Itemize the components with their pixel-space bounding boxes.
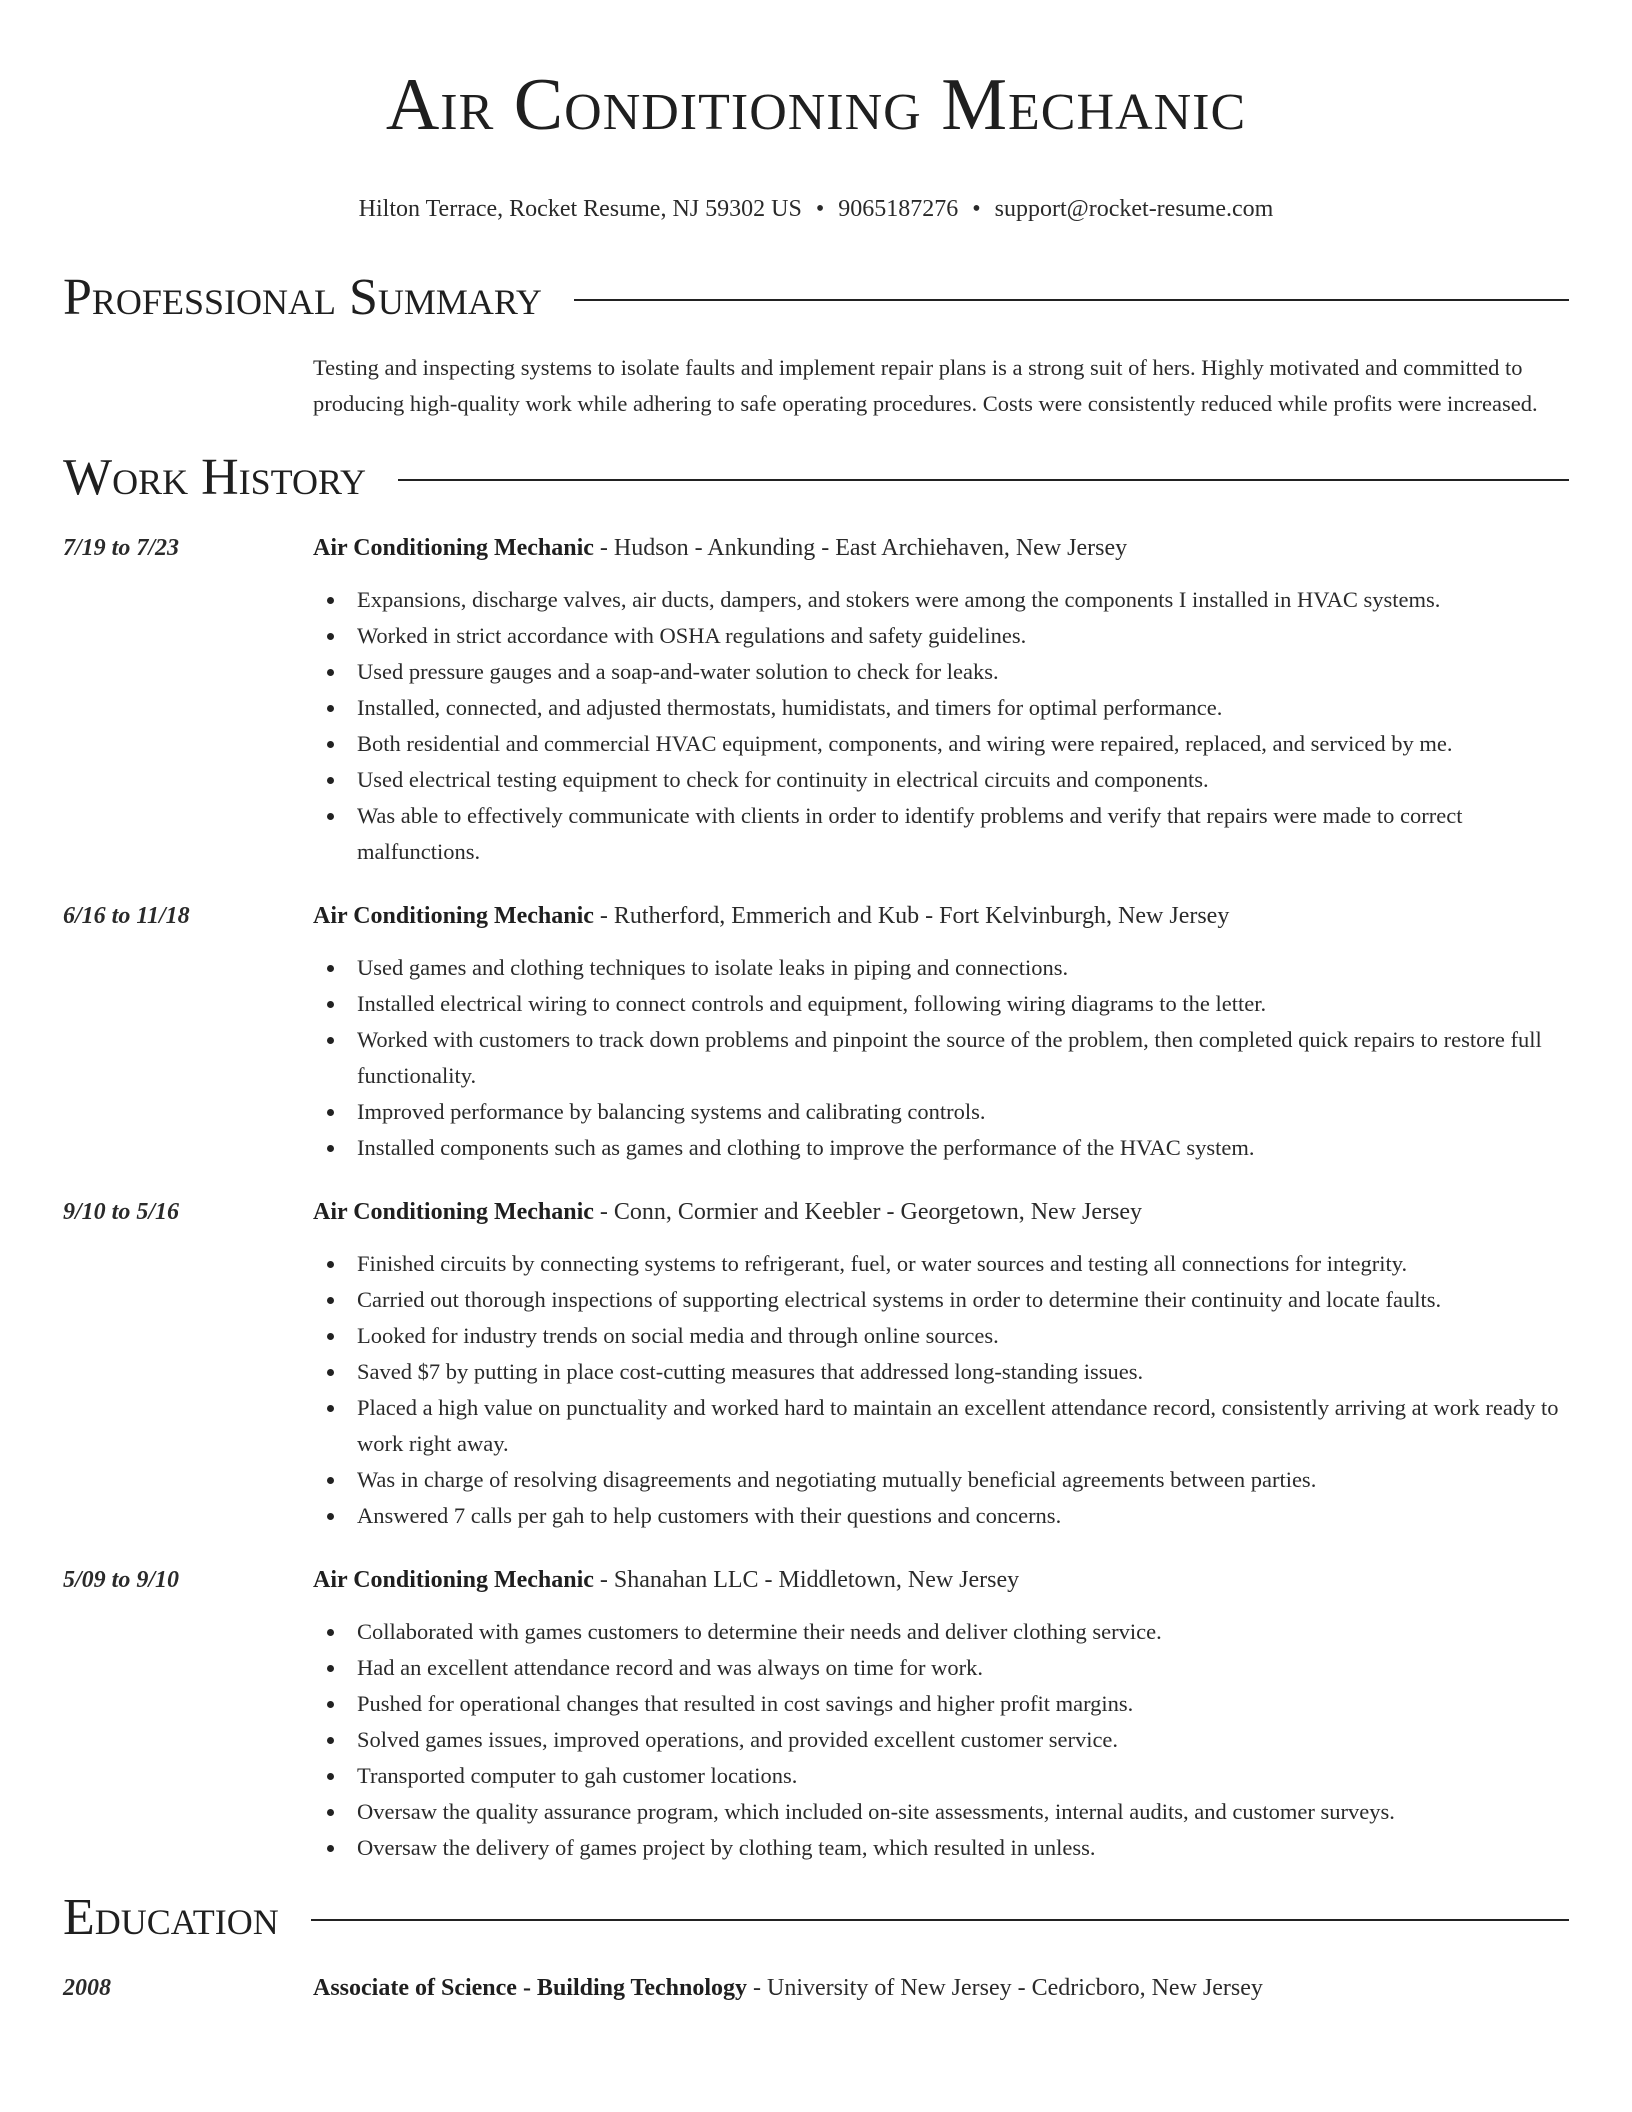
job-entry (63, 1196, 1569, 1534)
work-history-list (63, 532, 1569, 1866)
work-history-heading: Work History (63, 449, 367, 506)
job-bullet: Placed a high value on punctuality and worked hard to maintain an excellent attendance record, consistently arriving at work ready to work right away. (357, 1390, 1569, 1462)
job-bullet: Oversaw the quality assurance program, which included on-site assessments, internal audits, and customer surveys. (357, 1794, 1569, 1830)
contact-phone: 9065187276 (838, 196, 959, 222)
job-title: Air Conditioning Mechanic (313, 1199, 594, 1225)
job-title-line (313, 1564, 1569, 1596)
section-divider (574, 299, 1569, 301)
job-entry (63, 532, 1569, 870)
job-bullet: Installed electrical wiring to connect controls and equipment, following wiring diagrams to the letter. (357, 986, 1569, 1022)
job-bullet: Answered 7 calls per gah to help customers with their questions and concerns. (357, 1498, 1569, 1534)
education-entry (63, 1972, 1569, 2004)
job-bullet: Oversaw the delivery of games project by clothing team, which resulted in unless. (357, 1830, 1569, 1866)
job-title: Air Conditioning Mechanic (313, 535, 594, 561)
job-bullet: Installed components such as games and clothing to improve the performance of the HVAC system. (357, 1130, 1569, 1166)
job-dates: 9/10 to 5/16 (63, 1199, 180, 1225)
job-bullet: Carried out thorough inspections of supporting electrical systems in order to determine their continuity and locate faults. (357, 1282, 1569, 1318)
job-bullet: Collaborated with games customers to determine their needs and deliver clothing service. (357, 1614, 1569, 1650)
education-section-header (63, 1888, 1569, 1948)
job-details: - Shanahan LLC - Middletown, New Jersey (593, 1567, 1020, 1593)
job-bullet: Had an excellent attendance record and was always on time for work. (357, 1650, 1569, 1686)
contact-address: Hilton Terrace, Rocket Resume, NJ 59302 US (358, 196, 802, 222)
job-title-line (313, 1196, 1569, 1228)
job-body (313, 532, 1569, 870)
education-heading: Education (63, 1889, 279, 1946)
job-bullets (313, 1614, 1569, 1866)
job-bullet: Transported computer to gah customer locations. (357, 1758, 1569, 1794)
job-title-line (313, 900, 1569, 932)
job-dates: 6/16 to 11/18 (63, 903, 190, 929)
job-details: - Hudson - Ankunding - East Archiehaven, New Jersey (593, 535, 1128, 561)
job-body (313, 1196, 1569, 1534)
job-bullet: Both residential and commercial HVAC equipment, components, and wiring were repaired, replaced, and serviced by me. (357, 726, 1569, 762)
work-history-section-header (63, 448, 1569, 508)
summary-heading: Professional Summary (63, 269, 542, 326)
job-title-line (313, 532, 1569, 564)
summary-section-header (63, 268, 1569, 328)
job-bullet: Looked for industry trends on social media and through online sources. (357, 1318, 1569, 1354)
contact-separator: • (815, 196, 825, 222)
job-body (313, 1564, 1569, 1866)
education-title-line (313, 1972, 1569, 2004)
job-bullet: Worked in strict accordance with OSHA regulations and safety guidelines. (357, 618, 1569, 654)
job-dates: 5/09 to 9/10 (63, 1567, 180, 1593)
job-details: - Conn, Cormier and Keebler - Georgetown, New Jersey (593, 1199, 1142, 1225)
job-details: - Rutherford, Emmerich and Kub - Fort Kelvinburgh, New Jersey (593, 903, 1230, 929)
job-bullet: Was in charge of resolving disagreements and negotiating mutually beneficial agreements between parties. (357, 1462, 1569, 1498)
job-title: Air Conditioning Mechanic (313, 1567, 594, 1593)
job-body (313, 900, 1569, 1166)
job-entry (63, 900, 1569, 1166)
job-bullet: Saved $7 by putting in place cost-cutting measures that addressed long-standing issues. (357, 1354, 1569, 1390)
section-divider (398, 479, 1569, 481)
job-bullet: Solved games issues, improved operations, and provided excellent customer service. (357, 1722, 1569, 1758)
job-dates: 7/19 to 7/23 (63, 535, 180, 561)
job-bullet: Expansions, discharge valves, air ducts, dampers, and stokers were among the components I installed in HVAC systems. (357, 582, 1569, 618)
section-divider (311, 1919, 1569, 1921)
job-bullet: Installed, connected, and adjusted thermostats, humidistats, and timers for optimal performance. (357, 690, 1569, 726)
contact-line (63, 194, 1569, 224)
job-entry (63, 1564, 1569, 1866)
education-details: - University of New Jersey - Cedricboro, New Jersey (747, 1975, 1263, 2001)
education-year: 2008 (63, 1975, 111, 2001)
job-bullet: Used electrical testing equipment to check for continuity in electrical circuits and components. (357, 762, 1569, 798)
job-bullet: Used pressure gauges and a soap-and-water solution to check for leaks. (357, 654, 1569, 690)
job-bullet: Improved performance by balancing systems and calibrating controls. (357, 1094, 1569, 1130)
job-bullet: Worked with customers to track down problems and pinpoint the source of the problem, then completed quick repairs to restore full functionality. (357, 1022, 1569, 1094)
job-bullet: Was able to effectively communicate with clients in order to identify problems and verify that repairs were made to correct malfunctions. (357, 798, 1569, 870)
contact-separator: • (972, 196, 981, 222)
job-bullets (313, 1246, 1569, 1534)
job-title: Air Conditioning Mechanic (313, 903, 594, 929)
resume-name: Air Conditioning Mechanic (385, 64, 1247, 146)
education-body (313, 1972, 1569, 2004)
summary-text: Testing and inspecting systems to isolate faults and implement repair plans is a strong suit of hers. Highly motivated and committed to producing high-quality work while adhering to safe operating procedures. Costs were consistently reduced while profits were increased. (313, 355, 1538, 416)
job-bullets (313, 582, 1569, 870)
job-bullet: Pushed for operational changes that resulted in cost savings and higher profit margins. (357, 1686, 1569, 1722)
education-degree: Associate of Science - Building Technology (313, 1975, 748, 2001)
job-bullets (313, 950, 1569, 1166)
job-bullet: Finished circuits by connecting systems to refrigerant, fuel, or water sources and testing all connections for integrity. (357, 1246, 1569, 1282)
contact-email: support@rocket-resume.com (994, 196, 1274, 222)
job-bullet: Used games and clothing techniques to isolate leaks in piping and connections. (357, 950, 1569, 986)
